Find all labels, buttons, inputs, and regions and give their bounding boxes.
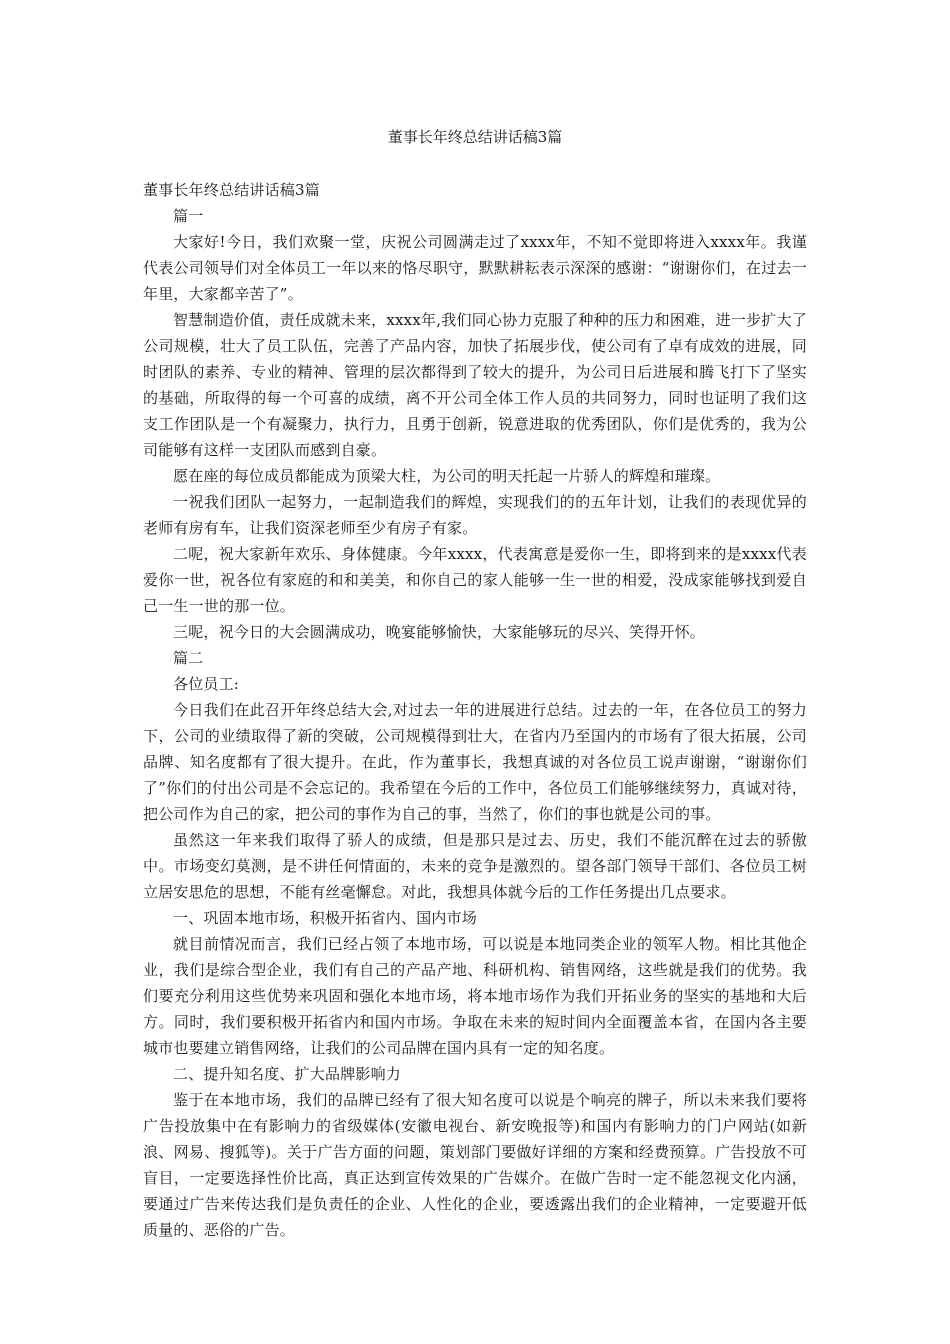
document-title: 董事长年终总结讲话稿3篇 xyxy=(387,128,563,146)
section-label: 篇一 xyxy=(173,207,204,225)
body-paragraph: 智慧制造价值，责任成就未来，xxxx年,我们同心协力克服了种种的压力和困难，进一步扩大了公司规模，壮大了员工队伍，完善了产品内容，加快了拓展步伐，使公司有了卓有成效的进展，同时团队的素养、专业的精神、管理的层次都得到了较大的提升，为公司日后进展和腾飞打下了坚实的基础，所取得的每一个可喜的成绩，离不开公司全体工作人员的共同努力，同时也证明了我们这支工作团队是一个有凝聚力，执行力，且勇于创新，锐意进取的优秀团队，你们是优秀的，我为公司能够有这样一支团队而感到自豪。 xyxy=(143,311,807,459)
section-label: 各位员工: xyxy=(173,675,240,693)
body-paragraph: 愿在座的每位成员都能成为顶梁大柱，为公司的明天托起一片骄人的辉煌和璀璨。 xyxy=(173,467,721,485)
body-paragraph: 二呢，祝大家新年欢乐、身体健康。今年xxxx，代表寓意是爱你一生，即将到来的是xxxx代表爱你一世，祝各位有家庭的和和美美，和你自己的家人能够一生一世的相爱，没成家能够找到爱自己一生一世的那一位。 xyxy=(143,545,807,615)
section-label: 二、提升知名度、扩大品牌影响力 xyxy=(173,1065,402,1083)
body-paragraph: 一祝我们团队一起努力，一起制造我们的辉煌，实现我们的的五年计划，让我们的表现优异的老师有房有车，让我们资深老师至少有房子有家。 xyxy=(143,493,807,537)
document-body xyxy=(143,177,807,1243)
body-paragraph: 大家好!今日，我们欢聚一堂，庆祝公司圆满走过了xxxx年，不知不觉即将进入xxxx年。我谨代表公司领导们对全体员工一年以来的恪尽职守，默默耕耘表示深深的感谢：“谢谢你们，在过去一年里，大家都辛苦了”。 xyxy=(143,233,807,303)
body-paragraph: 今日我们在此召开年终总结大会,对过去一年的进展进行总结。过去的一年，在各位员工的努力下，公司的业绩取得了新的突破，公司规模得到壮大，在省内乃至国内的市场有了很大拓展，公司品牌、知名度都有了很大提升。在此，作为董事长，我想真诚的对各位员工说声谢谢，“谢谢你们了”你们的付出公司是不会忘记的。我希望在今后的工作中，各位员工们能够继续努力，真诚对待，把公司作为自己的家，把公司的事作为自己的事，当然了，你们的事也就是公司的事。 xyxy=(143,701,807,823)
document-subtitle: 董事长年终总结讲话稿3篇 xyxy=(143,181,320,199)
body-paragraph: 虽然这一年来我们取得了骄人的成绩，但是那只是过去、历史，我们不能沉醉在过去的骄傲中。市场变幻莫测，是不讲任何情面的，未来的竞争是激烈的。望各部门领导干部们、各位员工树立居安思危的思想，不能有丝毫懈怠。对此，我想具体就今后的工作任务提出几点要求。 xyxy=(143,831,807,901)
section-label: 一、巩固本地市场，积极开拓省内、国内市场 xyxy=(173,909,478,927)
body-paragraph: 三呢，祝今日的大会圆满成功，晚宴能够愉快，大家能够玩的尽兴、笑得开怀。 xyxy=(173,623,706,641)
body-paragraph: 就目前情况而言，我们已经占领了本地市场，可以说是本地同类企业的领军人物。相比其他企业，我们是综合型企业，我们有自己的产品产地、科研机构、销售网络，这些就是我们的优势。我们要充分利用这些优势来巩固和强化本地市场，将本地市场作为我们开拓业务的坚实的基地和大后方。同时，我们要积极开拓省内和国内市场。争取在未来的短时间内全面覆盖本省，在国内各主要城市也要建立销售网络，让我们的公司品牌在国内具有一定的知名度。 xyxy=(143,935,807,1057)
body-paragraph: 鉴于在本地市场，我们的品牌已经有了很大知名度可以说是个响亮的牌子，所以未来我们要将广告投放集中在有影响力的省级媒体(安徽电视台、新安晚报等)和国内有影响力的门户网站(如新浪、网易、搜狐等)。关于广告方面的问题，策划部门要做好详细的方案和经费预算。广告投放不可盲目，一定要选择性价比高，真正达到宣传效果的广告媒介。在做广告时一定不能忽视文化内涵，要通过广告来传达我们是负责任的企业、人性化的企业，要透露出我们的企业精神，一定要避开低质量的、恶俗的广告。 xyxy=(143,1091,807,1239)
section-label: 篇二 xyxy=(173,649,204,667)
